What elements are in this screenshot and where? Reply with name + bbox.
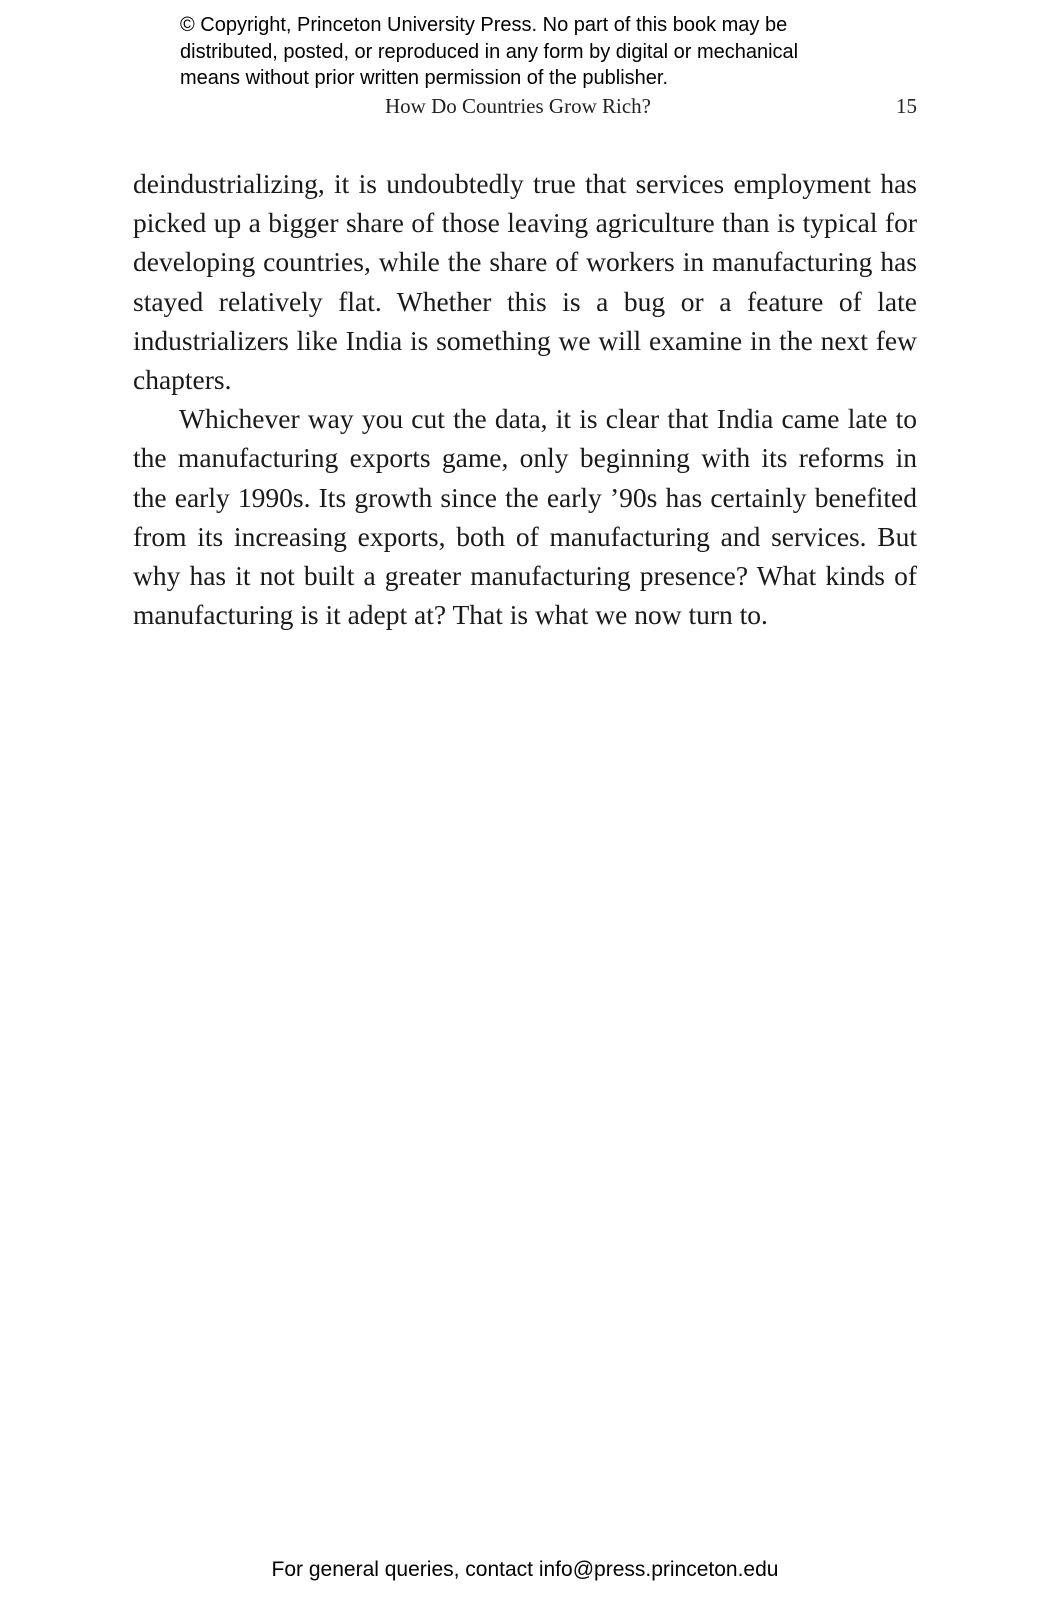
copyright-line-1: © Copyright, Princeton University Press. No part of this book may be [180,14,788,36]
body-text [133,164,917,634]
footer-contact: For general queries, contact info@press.princeton.edu [271,1558,779,1581]
paragraph: deindustrializing, it is undoubtedly true that services employment has picked up a bigger share of those leaving agriculture than is typical for developing countries, while the share of workers in manufacturing has stayed relatively flat. Whether this is a bug or a feature of late industrializers like India is something we will examine in the next few chapters. [133,168,917,396]
running-head-title: How Do Countries Grow Rich? [385,94,651,118]
copyright-line-3: means without prior written permission of the publisher. [180,67,669,89]
paragraph: Whichever way you cut the data, it is clear that India came late to the manufacturing exports game, only beginning with its reforms in the early 1990s. Its growth since the early ’90s has certainly benefited from its increasing exports, both of manufacturing and services. But why has it not built a greater manufacturing presence? What kinds of manufacturing is it adept at? That is what we now turn to. [133,403,917,631]
copyright-line-2: distributed, posted, or reproduced in any form by digital or mechanical [180,40,799,63]
page-number: 15 [896,94,917,118]
copyright-notice [180,12,900,92]
